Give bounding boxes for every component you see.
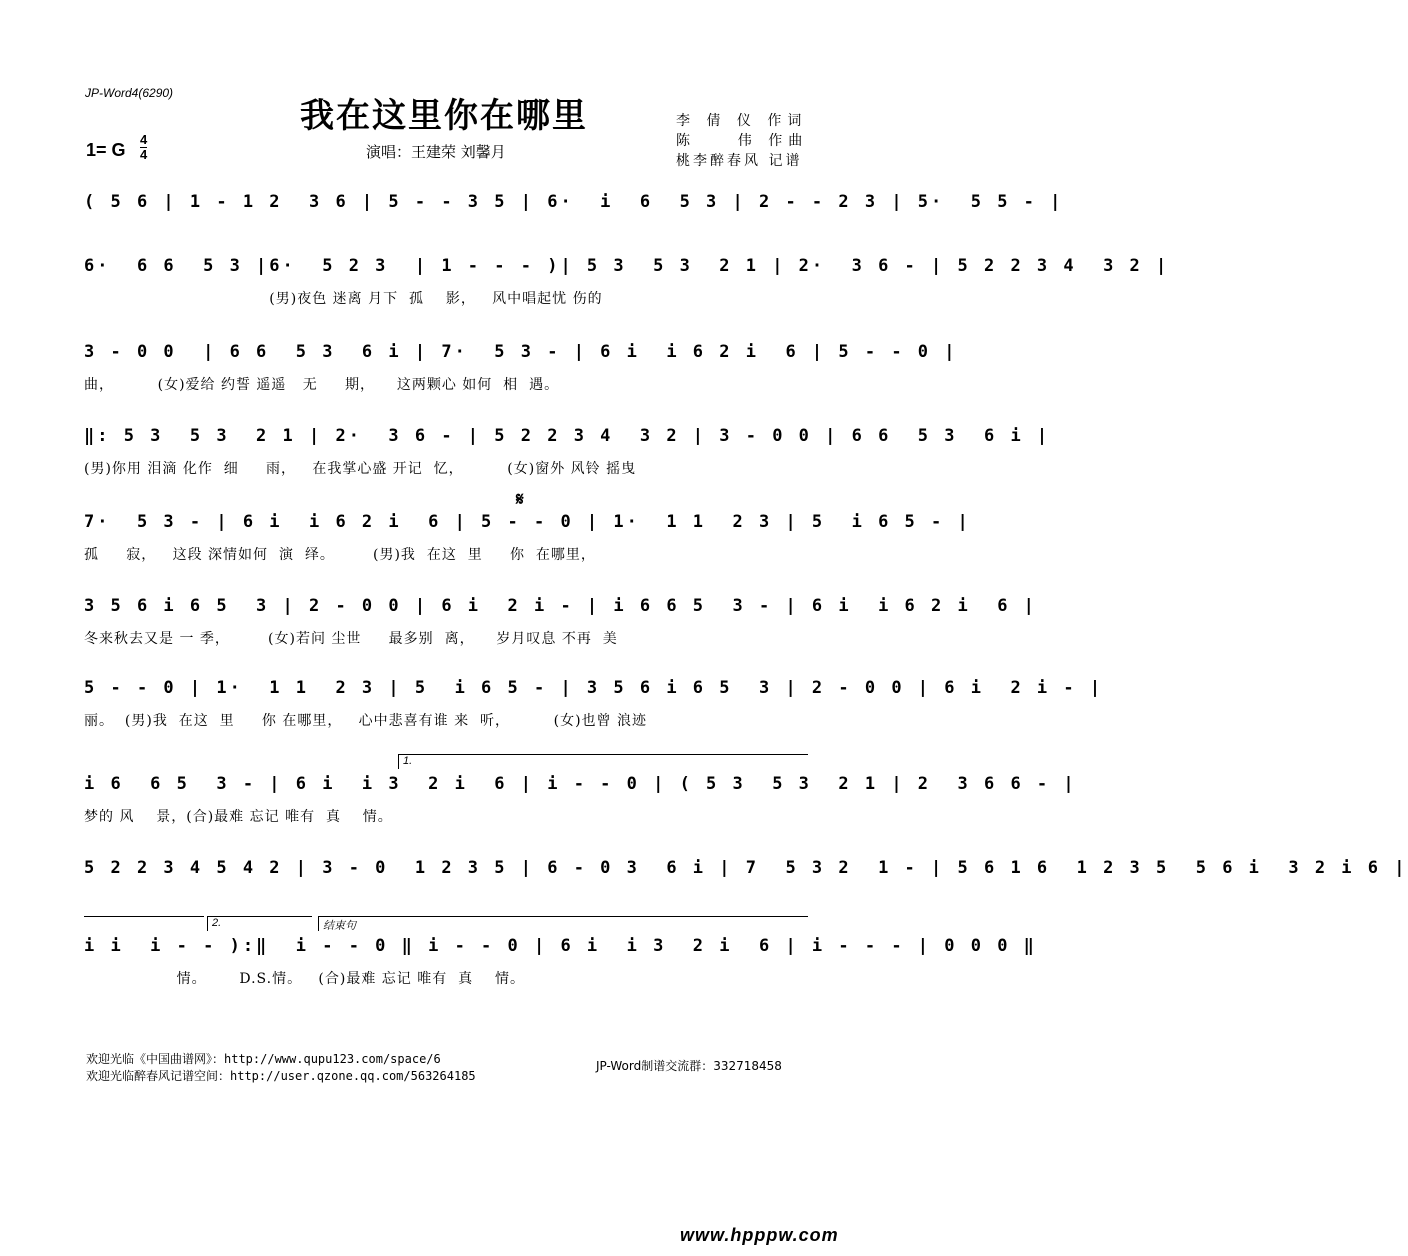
time-top: 4 xyxy=(140,132,148,147)
segno-sign: 𝄋 xyxy=(516,489,524,510)
lyrics-line: (男)你用 泪滴 化作 细 雨， 在我掌心盛 开记 忆， (女)窗外 风铃 摇曳 xyxy=(84,461,637,477)
composer-credit: 陈 伟 作曲 xyxy=(676,133,809,149)
time-signature xyxy=(140,134,147,161)
score-row-2 xyxy=(84,256,1170,326)
lyrics-line: 冬来秋去又是 一 季， (女)若问 尘世 最多别 离， 岁月叹息 不再 美 xyxy=(84,631,618,647)
lyricist-credit: 李 倩 仪 作词 xyxy=(676,113,808,129)
key-signature: 1= G xyxy=(86,140,126,160)
coda-bracket: 结束句 xyxy=(318,916,808,931)
volta-1-continuation xyxy=(84,916,204,917)
notes-line: ( 5 6 | 1 - 1 2 3 6 | 5 - - 3 5 | 6· i 6 5 3 | 2 - - 2 3 | 5· 5 5 - | xyxy=(84,192,1064,212)
software-tag: JP-Word4(6290) xyxy=(85,86,174,100)
notes-line: 5 2 2 3 4 5 4 2 | 3 - 0 1 2 3 5 | 6 - 0 3 6 i | 7 5 3 2 1 - | 5 6 1 6 1 2 3 5 5 6 i 3 2 i 6 | xyxy=(84,858,1408,878)
notes-line: 7· 5 3 - | 6 i i 6 2 i 6 | 5 - - 0 | 1· 1 1 2 3 | 5 i 6 5 - | xyxy=(84,512,971,532)
score-row-1 xyxy=(84,192,1064,262)
singers: 演唱：王建荣 刘馨月 xyxy=(366,143,506,161)
lyrics-line: 孤 寂， 这段 深情如何 演 绎。 (男)我 在这 里 你 在哪里， xyxy=(84,547,596,563)
volta-1-bracket: 1. xyxy=(398,754,808,769)
notes-line: ‖: 5 3 5 3 2 1 | 2· 3 6 - | 5 2 2 3 4 3 2 | 3 - 0 0 | 6 6 5 3 6 i | xyxy=(84,426,1051,446)
score-row-4 xyxy=(84,426,1051,496)
lyrics-line: 梦的 风 景，(合)最难 忘记 唯有 真 情。 xyxy=(84,809,393,825)
watermark: www.hpppw.com xyxy=(680,1225,839,1245)
qq-group: JP-Word制谱交流群：332718458 xyxy=(596,1059,782,1073)
score-row-8 xyxy=(84,774,1077,844)
volta-2-bracket: 2. xyxy=(207,916,312,931)
score-row-6 xyxy=(84,596,1037,666)
notes-line: 5 - - 0 | 1· 1 1 2 3 | 5 i 6 5 - | 3 5 6 i 6 5 3 | 2 - 0 0 | 6 i 2 i - | xyxy=(84,678,1104,698)
notes-line: 6· 6 6 5 3 |6· 5 2 3 | 1 - - - )| 5 3 5 3 2 1 | 2· 3 6 - | 5 2 2 3 4 3 2 | xyxy=(84,256,1170,276)
score-row-3 xyxy=(84,342,958,412)
footer-link-1[interactable]: 欢迎光临《中国曲谱网》：http://www.qupu123.com/space/6 xyxy=(86,1052,441,1066)
lyrics-line: 情。 D.S.情。 (合)最难 忘记 唯有 真 情。 xyxy=(84,971,525,987)
notes-line: i 6 6 5 3 - | 6 i i 3 2 i 6 | i - - 0 | ( 5 3 5 3 2 1 | 2 3 6 6 - | xyxy=(84,774,1077,794)
lyrics-line: (男)夜色 迷离 月下 孤 影， 风中唱起忧 伤的 xyxy=(84,291,603,307)
time-bottom: 4 xyxy=(140,147,148,162)
footer-link-2[interactable]: 欢迎光临醉春风记谱空间：http://user.qzone.qq.com/563264185 xyxy=(86,1069,476,1083)
notes-line: 3 - 0 0 | 6 6 5 3 6 i | 7· 5 3 - | 6 i i 6 2 i 6 | 5 - - 0 | xyxy=(84,342,958,362)
notes-line: 3 5 6 i 6 5 3 | 2 - 0 0 | 6 i 2 i - | i 6 6 5 3 - | 6 i i 6 2 i 6 | xyxy=(84,596,1037,616)
score-row-5 xyxy=(84,512,971,582)
song-title: 我在这里你在哪里 xyxy=(300,96,588,136)
score-row-10 xyxy=(84,936,1037,1006)
lyrics-line: 曲， (女)爱给 约誓 遥遥 无 期， 这两颗心 如何 相 遇。 xyxy=(84,377,560,393)
notes-line: i i i - - ):‖ i - - 0 ‖ i - - 0 | 6 i i 3 2 i 6 | i - - - | 0 0 0 ‖ xyxy=(84,936,1037,956)
lyrics-line: 丽。 (男)我 在这 里 你 在哪里， 心中悲喜有谁 来 听， (女)也曾 浪迹 xyxy=(84,713,648,729)
score-row-7 xyxy=(84,678,1104,748)
transcriber-credit: 桃李醉春风 记谱 xyxy=(676,153,803,169)
